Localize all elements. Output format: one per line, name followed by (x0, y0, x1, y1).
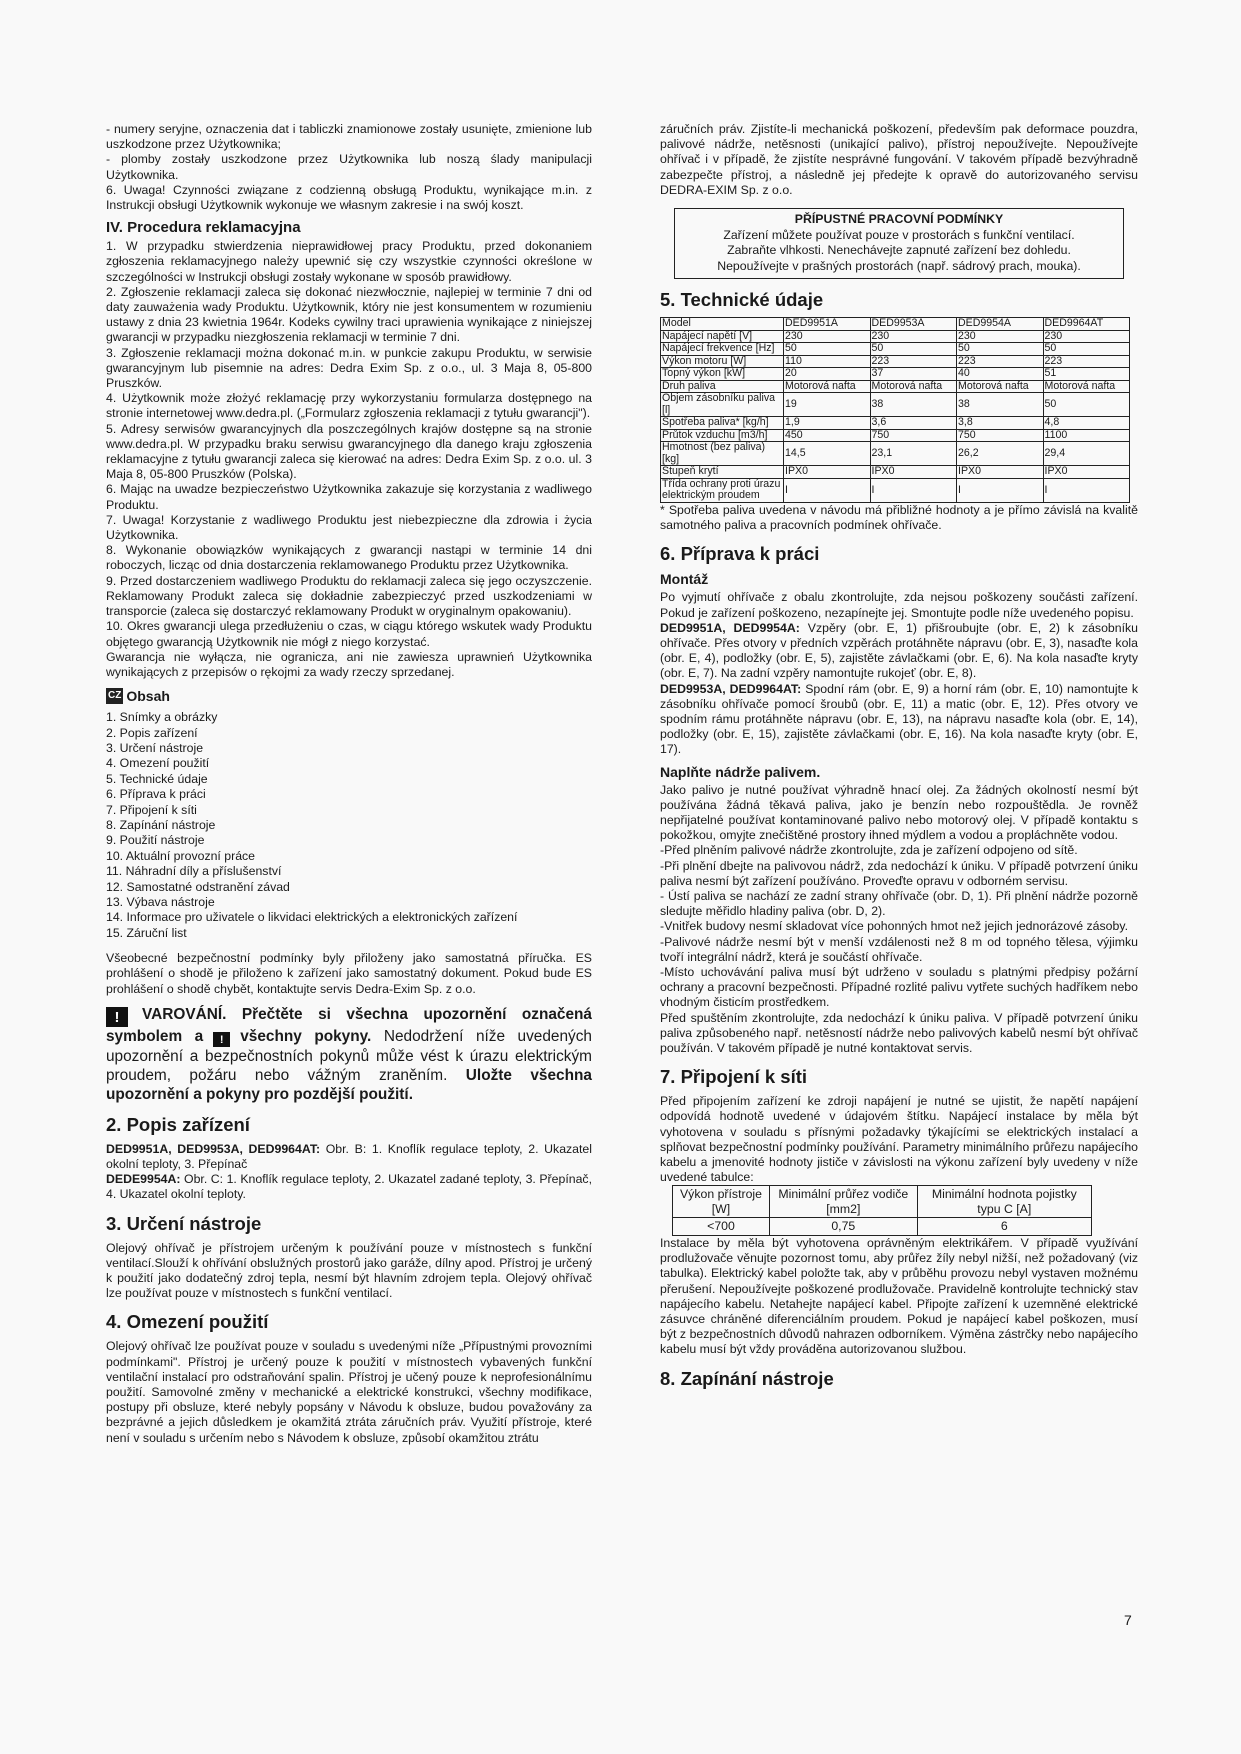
table-cell: 37 (870, 368, 957, 381)
box-line: Zařízení můžete používat pouze v prostorách s funkční ventilací. (723, 227, 1075, 242)
table-cell: 4,8 (1043, 417, 1130, 430)
table-row (661, 330, 1130, 343)
paragraph: Před připojením zařízení ke zdroji napájení je nutné se ujistit, že napětí napájení odpovídá hodnotě uvedené v údajovém štítku. Napájecí instalace by měla být vyhotovena v souladu s přísnými požadavky týkajícími se elektrických instalací a splňovat bezpečnostní podmínky používání. Parametry minimálního průřezu napájecího kabelu a jmenovité hodnoty jističe v závislosti na výkonu zařízení byly uvedeny v níže uvedené tabulce: (660, 1094, 1138, 1185)
table-cell: 450 (784, 429, 871, 442)
table-cell: 1100 (1043, 429, 1130, 442)
table-cell: I (957, 478, 1044, 502)
toc-item: 7. Připojení k síti (106, 802, 197, 817)
model-names: DED9951A, DED9953A, DED9964AT: (106, 1141, 321, 1156)
table-cell: 38 (870, 393, 957, 417)
table-row (661, 318, 1130, 331)
table-cell: I (870, 478, 957, 502)
row-label: Model (661, 318, 784, 331)
model-names: DED9953A, DED9964AT: (660, 681, 802, 696)
list-item: Před spuštěním zkontrolujte, zda nedochází k úniku paliva. V případě potvrzení úniku paliva způsobeného např. netěsností nádrže nebo palivových kabelů nesmí být ohřívač používán. V takovém případě je nutné kontaktovat servis. (660, 1010, 1138, 1055)
table-cell: 230 (957, 330, 1044, 343)
subsection-heading: Naplňte nádrže palivem. (660, 763, 821, 780)
section-heading: 2. Popis zařízení (106, 1113, 250, 1135)
table-cell: Motorová nafta (784, 380, 871, 393)
table-cell: 3,8 (957, 417, 1044, 430)
operating-conditions-box (674, 208, 1124, 279)
table-cell: I (784, 478, 871, 502)
toc-item: 13. Výbava nástroje (106, 894, 215, 909)
left-column (106, 122, 592, 1446)
table-row (661, 355, 1130, 368)
paragraph: Spodní rám (obr. E, 9) a horní rám (obr. E, 10) namontujte k zásobníku ohřívače pomocí šroubů (obr. E, 11) a matic (obr. E, 12). Přes otvory ve spodním rámu protáhněte nápravu (obr. E, 13), na nápravu nasaďte kola (obr. E, 14), podložky (obr. E, 15), zajistěte závlačkami (obr. E, 16). Na kola nasaďte kryty (obr. E, 17). (660, 681, 1139, 757)
toc-item: 5. Technické údaje (106, 771, 208, 786)
list-item: 5. Adresy serwisów gwarancyjnych dla poszczególnych krajów dostępne są na stronie www.dedra.pl. W przypadku braku serwisu gwarancyjnego dla danego kraju zgłoszenia reklamacyjne z tytułu gwarancji zaleca się kierować na adres: Dedra Exim Sp. z o.o. ul. 3 Maja 8, 05-800 Pruszków (Polska). (106, 421, 592, 482)
table-cell: 50 (1043, 393, 1130, 417)
list-item: -Místo uchovávání paliva musí být udrženo v souladu s platnými předpisy požární ochrany a pracovní bezpečnosti. Případné rozlité palivu vytřete suchých hadříkem nebo vhodným čisticím prostředkem. (660, 964, 1138, 1010)
right-column (660, 122, 1138, 1396)
toc-item: 11. Náhradní díly a příslušenství (106, 864, 282, 879)
table-cell: 223 (957, 355, 1044, 368)
row-label: Hmotnost (bez paliva) [kg] (661, 442, 784, 466)
section-heading: 8. Zapínání nástroje (660, 1367, 834, 1389)
table-cell: IPX0 (784, 466, 871, 479)
table-cell: 1,9 (784, 417, 871, 430)
box-line: Nepoužívejte v prašných prostorách (např. sádrový prach, mouka). (717, 258, 1081, 273)
intro-line: 6. Uwaga! Czynności związane z codzienną obsługą Produktu, wynikające m.in. z Instrukcji obsługi Użytkownik wykonuje we własnym zakresie i na swój koszt. (106, 182, 592, 213)
table-cell: 6 (917, 1218, 1091, 1236)
paragraph: záručních práv. Zjistíte-li mechanická poškození, především pak deformace pouzdra, palivové nádrže, netěsnosti (unikající palivo), přístroj nepoužívejte. Nepoužívejte ohřívač i v případě, že zjistíte nesprávné fungování. V takovém případě bezvýhradně zabezpečte přístroj, a následně jej předejte k opravě do autorizovaného servisu DEDRA-EXIM Sp. z o.o. (660, 122, 1138, 197)
row-label: Napájecí napětí [V] (661, 330, 784, 343)
page-number: 7 (1124, 1612, 1132, 1628)
list-item: 9. Przed dostarczeniem wadliwego Produktu do reklamacji zaleca się jego oczyszczenie. Reklamowany Produkt zaleca się dokładnie zabezpieczyć przed uszkodzeniami w transporcie (zaleca się dostarczyć reklamowany Produkt w oryginalnym opakowaniu). (106, 573, 592, 619)
section-heading: 7. Připojení k síti (660, 1066, 808, 1088)
footnote: * Spotřeba paliva uvedena v návodu má přibližné hodnoty a je přímo závislá na kvalitě samotného paliva a pracovních podmínek ohřívače. (660, 502, 1138, 533)
row-label: Druh paliva (661, 380, 784, 393)
row-label: Třída ochrany proti úrazu elektrickým proudem (661, 478, 784, 502)
section-heading: 4. Omezení použití (106, 1311, 269, 1333)
section-heading: 3. Určení nástroje (106, 1212, 262, 1234)
row-label: Objem zásobníku paliva [l] (661, 393, 784, 417)
warning-title-2: všechny pokyny. (240, 1027, 372, 1045)
table-cell: 50 (784, 343, 871, 356)
list-item: 10. Okres gwarancji ulega przedłużeniu o czas, w ciągu którego wskutek wady Produktu objętego gwarancją Użytkownik nie mógł z niego korzystać. (106, 619, 592, 649)
table-cell: 750 (957, 429, 1044, 442)
section-heading: IV. Procedura reklamacyjna (106, 219, 301, 237)
toc-title: Obsah (126, 688, 170, 705)
row-label: Spotřeba paliva* [kg/h] (661, 417, 784, 430)
table-row (661, 466, 1130, 479)
row-label: Průtok vzduchu [m3/h] (661, 429, 784, 442)
table-header: Minimální průřez vodiče [mm2] (769, 1186, 917, 1218)
table-cell: 51 (1043, 368, 1130, 381)
section-heading: 5. Technické údaje (660, 289, 824, 311)
table-cell: DED9954A (957, 318, 1044, 331)
table-cell: 23,1 (870, 442, 957, 466)
list-item: 8. Wykonanie obowiązków wynikających z gwarancji nastąpi w terminie 14 dni roboczych, licząc od dnia dostarczenia reklamowanego Produktu przez Użytkownika. (106, 543, 592, 573)
table-cell: <700 (673, 1218, 770, 1236)
toc-item: 12. Samostatné odstranění závad (106, 879, 290, 894)
toc-item: 6. Příprava k práci (106, 787, 206, 802)
table-cell: DED9951A (784, 318, 871, 331)
table-of-contents (106, 710, 592, 941)
table-cell: 230 (1043, 330, 1130, 343)
table-cell: IPX0 (957, 466, 1044, 479)
toc-item: 9. Použití nástroje (106, 833, 205, 848)
table-cell: 29,4 (1043, 442, 1130, 466)
table-cell: 40 (957, 368, 1044, 381)
table-cell: 223 (1043, 355, 1130, 368)
table-row (661, 478, 1130, 502)
toc-item: 8. Zapínání nástroje (106, 817, 216, 832)
list-item: -Palivové nádrže nesmí být v menší vzdálenosti než 8 m od topného tělesa, výjimku tvoří integrální nádrž, která je součástí ohřívače. (660, 934, 1138, 964)
list-item: 2. Zgłoszenie reklamacji zaleca się dokonać niezwłocznie, najlepiej w terminie 7 dni od daty zauważenia wady Produktu. Użytkownik, który nie jest konsumentem w rozumieniu ustawy z dnia 23 kwietnia 1964r. Kodeks cywilny traci uprawienia wynikające z niniejszej gwarancji w przypadku niezgłoszenia reklamacji w terminie 7 dni. (106, 284, 592, 345)
toc-item: 14. Informace pro uživatele o likvidaci elektrických a elektronických zařízení (106, 910, 518, 925)
list-item: 1. W przypadku stwierdzenia nieprawidłowej pracy Produktu, przed dokonaniem zgłoszenia reklamacyjnego należy upewnić się czy wszystkie czynności określone w szczególności w Instrukcji obsługi zostały wykonane w sposób prawidłowy. (106, 239, 592, 284)
toc-item: 10. Aktuální provozní práce (106, 848, 256, 863)
table-cell: 750 (870, 429, 957, 442)
section-heading: 6. Příprava k práci (660, 543, 820, 565)
row-label: Výkon motoru [W] (661, 355, 784, 368)
paragraph: Vzpěry (obr. E, 1) přišroubujte (obr. E, 2) k zásobníku ohřívače. Přes otvory v předních vzpěrách protáhněte nápravu (obr. E, 3), nasaďte kola (obr. E, 4), podložky (obr. E, 5), zajistěte závlačkami (obr. E, 6). Na kola nasaďte kryty (obr. E, 7). Na zadní vzpěry namontujte rukojeť (obr. E, 8). (660, 620, 1139, 681)
table-header: Minimální hodnota pojistky typu C [A] (917, 1186, 1091, 1218)
toc-heading (106, 688, 592, 704)
warning-small-icon: ! (213, 1032, 230, 1047)
table-cell: 20 (784, 368, 871, 381)
paragraph: Olejový ohřívač lze používat pouze v souladu s uvedenými níže „Přípustnými provozními podmínkami". Přístroj je určený pouze k použití v místnostech vybavených funkční ventilační instalací pro odstraňování spalin. Přístroj je učený pouze k neprofesionálnímu použití. Samovolné změny v mechanické a elektrické konstrukci, všechny modifikace, postupy při obsluze, které nebyly popsány v Návodu k obsluze, budou považovány za bezprávné a jejich důsledkem je okamžitá ztráta záručních práv. Využití přístroje, které není v souladu s určením nebo s Návodem k obsluze, způsobí okamžitou ztrátu (106, 1339, 592, 1445)
table-cell: Motorová nafta (1043, 380, 1130, 393)
table-cell: 3,6 (870, 417, 957, 430)
intro-line: - numery seryjne, oznaczenia dat i tabliczki znamionowe zostały usunięte, zmienione lub uszkodzone przez Użytkownika; (106, 122, 592, 152)
table-cell: Motorová nafta (870, 380, 957, 393)
table-cell: DED9953A (870, 318, 957, 331)
table-row (661, 442, 1130, 466)
table-row (661, 380, 1130, 393)
list-item: - Ústí paliva se nachází ze zadní strany ohřívače (obr. D, 1). Při plnění nádrže pozorně sledujte měřidlo hladiny paliva (obr. D, 2). (660, 888, 1138, 919)
warning-icon: ! (106, 1007, 128, 1027)
intro-line: - plomby zostały uszkodzone przez Użytkownika lub noszą ślady manipulacji Użytkownika. (106, 152, 592, 182)
table-row (661, 343, 1130, 356)
warning-block (106, 1005, 592, 1104)
box-title: PŘÍPUSTNÉ PRACOVNÍ PODMÍNKY (794, 212, 1004, 227)
list-item: Jako palivo je nutné používat výhradně hnací olej. Za žádných okolností nesmí být používána žádná těkavá paliva, jako je benzín nebo rozpouštědla. Je rovněž nepřijatelné používat kontaminované palivo nebo motorový olej. V případě kontaktu s pokožkou, omyjte znečištěné prostory ihned mýdlem a vodou a propláchněte vodou. (660, 782, 1138, 843)
paragraph: Olejový ohřívač je přístrojem určeným k používání pouze v místnostech s funkční ventilací.Slouží k ohřívání obslužných prostorů jako garáže, dílny apod. Přístroj je určený k použití jako dodatečný zdroj tepla, nesmí být hlavním zdrojem tepla. Olejový ohřívač lze používat pouze v místnostech s funkční ventilací. (106, 1240, 592, 1301)
list-item: 4. Użytkownik może złożyć reklamację przy wykorzystaniu formularza dostępnego na stronie internetowej www.dedra.pl. („Formularz zgłoszenia reklamacji z tytułu gwarancji"). (106, 391, 592, 421)
model-names: DEDE9954A: (106, 1172, 181, 1187)
table-cell: 50 (1043, 343, 1130, 356)
list-item: -Vnitřek budovy nesmí skladovat více pohonných hmot než jejich jednorázové zásoby. (660, 919, 1128, 934)
table-cell: 223 (870, 355, 957, 368)
table-cell: 230 (870, 330, 957, 343)
model-names: DED9951A, DED9954A: (660, 620, 800, 635)
list-item: 6. Mając na uwadze bezpieczeństwo Użytkownika zakazuje się korzystania z wadliwego Produktu. (106, 482, 592, 512)
table-cell: 230 (784, 330, 871, 343)
toc-item: 1. Snímky a obrázky (106, 710, 218, 725)
toc-item: 3. Určení nástroje (106, 740, 204, 755)
table-cell: 19 (784, 393, 871, 417)
toc-item: 15. Záruční list (106, 925, 187, 940)
table-cell: 50 (870, 343, 957, 356)
paragraph: Instalace by měla být vyhotovena oprávněným elektrikářem. V případě využívání prodlužovače věnujte pozornost tomu, aby průřez žíly nebyl nižší, než požadovaný (viz tabulka). Elektrický kabel položte tak, aby v průběhu provozu nebyl vystaven možnému přerušení. Nepoužívejte poškozené prodlužovače. Pravidelně kontrolujte technický stav napájecího kabelu. Netahejte napájecí kabel. Připojte zařízení k uzemněné elektrické zásuvce chráněné diferenciálním proudem. Pokud je napájecí kabel poškozen, musí být z bezpečnostních důvodů nahrazen odborníkem. Výměna zástrčky nebo napájecího kabelu musí být vždy prováděna autorizovanou službou. (660, 1235, 1138, 1357)
table-cell: Motorová nafta (957, 380, 1044, 393)
table-cell: 50 (957, 343, 1044, 356)
list-item: 7. Uwaga! Korzystanie z wadliwego Produktu jest niebezpieczne dla zdrowia i życia Użytkownika. (106, 512, 592, 543)
spec-table (660, 317, 1130, 503)
list-item: -Při plnění dbejte na palivovou nádrž, zda nedochází k úniku. V případě potvrzení úniku paliva nesmí být zařízení používáno. Proveďte opravu v odborném servisu. (660, 858, 1138, 888)
toc-item: 2. Popis zařízení (106, 725, 198, 740)
warning-title: VAROVÁNÍ. Přečtěte si všechna upozornění označená symbolem a (106, 1005, 592, 1045)
table-cell: DED9964AT (1043, 318, 1130, 331)
table-row (661, 417, 1130, 430)
table-header: Výkon přístroje [W] (673, 1186, 770, 1218)
row-label: Topný výkon [kW] (661, 368, 784, 381)
cable-table (672, 1185, 1092, 1236)
row-label: Stupeň krytí (661, 466, 784, 479)
description-text: Obr. C: 1. Knoflík regulace teploty, 2. Ukazatel zadané teploty, 3. Přepínač, 4. Ukazatel okolní teploty. (106, 1172, 592, 1202)
list-item: -Před plněním palivové nádrže zkontrolujte, zda je zařízení odpojeno od sítě. (660, 843, 1078, 858)
table-row (661, 393, 1130, 417)
warning-save: Uložte všechna upozornění a pokyny pro pozdější použití. (106, 1066, 592, 1103)
general-note: Všeobecné bezpečnostní podmínky byly přiloženy jako samostatná příručka. ES prohlášení o shodě je přiloženo k zařízení jako samostatný dokument. Pokud bude ES prohlášení o shodě chybět, kontaktujte servis Dedra-Exim Sp. z o.o. (106, 951, 592, 996)
warning-text: Nedodržení níže uvedených upozornění a bezpečnostních pokynů může vést k úrazu elektrickým proudem, požáru nebo vážným zraněním. (106, 1027, 592, 1084)
table-cell: 110 (784, 355, 871, 368)
list-item: Gwarancja nie wyłącza, nie ogranicza, ani nie zawiesza uprawnień Użytkownika wynikających z przepisów o rękojmi za wady rzeczy sprzedanej. (106, 649, 592, 679)
table-cell: IPX0 (870, 466, 957, 479)
table-cell: 38 (957, 393, 1044, 417)
box-line: Zabraňte vlhkosti. Nenechávejte zapnuté zařízení bez dohledu. (727, 243, 1071, 258)
table-cell: IPX0 (1043, 466, 1130, 479)
subsection-heading: Montáž (660, 571, 709, 588)
table-row (661, 429, 1130, 442)
table-cell: 14,5 (784, 442, 871, 466)
description-text: Obr. B: 1. Knoflík regulace teploty, 2. Ukazatel okolní teploty, 3. Přepínač (106, 1141, 593, 1172)
table-cell: 0,75 (769, 1218, 917, 1236)
list-item: 3. Zgłoszenie reklamacji można dokonać m.in. w punkcie zakupu Produktu, w serwisie gwarancyjnym lub pisemnie na adres: Dedra Exim Sp. z o.o., ul. 3 Maja 8, 05-800 Pruszków. (106, 345, 592, 391)
table-cell: I (1043, 478, 1130, 502)
cz-flag-icon: CZ (106, 688, 123, 704)
toc-item: 4. Omezení použití (106, 756, 210, 771)
table-row (661, 368, 1130, 381)
row-label: Napájecí frekvence [Hz] (661, 343, 784, 356)
table-cell: 26,2 (957, 442, 1044, 466)
paragraph: Po vyjmutí ohřívače z obalu zkontrolujte, zda nejsou poškozeny součásti zařízení. Pokud je zařízení poškozeno, nezapínejte jej. Smontujte podle níže uvedeného popisu. (660, 590, 1138, 620)
